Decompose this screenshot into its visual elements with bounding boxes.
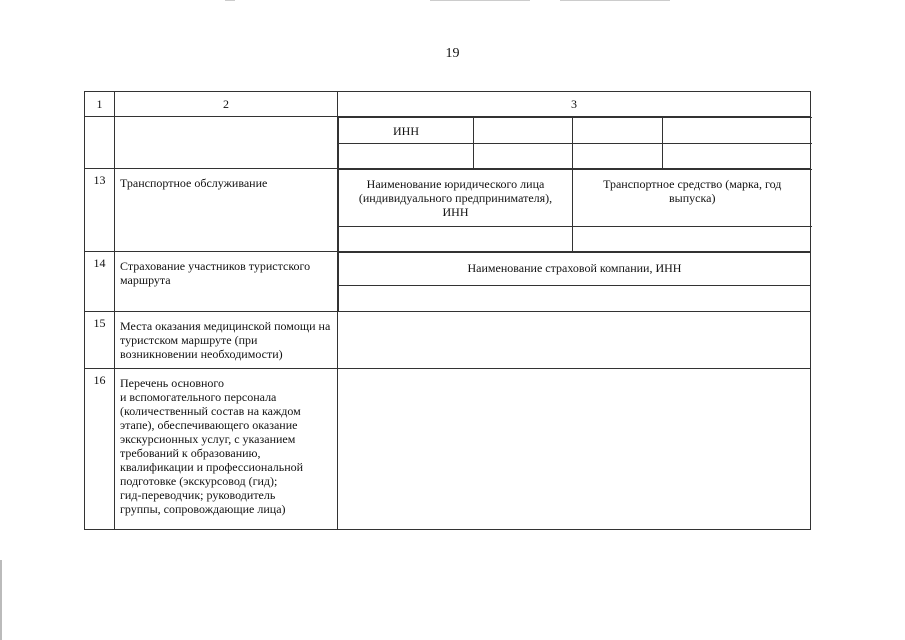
row-14-num: 14 (85, 252, 115, 312)
row-16-line: квалификации и профессиональной (120, 459, 304, 474)
row-16-line: и вспомогательного персонала (120, 389, 277, 404)
row-14-title: Страхование участников туристского маршрута (115, 252, 338, 312)
row-13-content (338, 168, 811, 252)
scan-artifact-top (560, 0, 670, 1)
table-row-inn (85, 117, 811, 169)
scan-artifact-top (225, 0, 235, 1)
row-14-content (338, 252, 811, 312)
row-13-sub-left: Наименование юридического лица (индивидуального предпринимателя), ИНН (339, 169, 573, 226)
row-16-line: гид-переводчик; руководитель (120, 487, 276, 502)
row-16-line: Перечень основного (120, 375, 225, 390)
row-16-num: 16 (85, 368, 115, 529)
table-row-16 (85, 368, 811, 529)
row-16-title (115, 368, 338, 529)
inn-cell (474, 118, 573, 144)
row-14-subtable (338, 252, 810, 311)
row-inn-num (85, 117, 115, 169)
row-13-sub-value (573, 226, 812, 251)
table-row-13 (85, 168, 811, 252)
table-row-14 (85, 252, 811, 312)
inn-value-cell (573, 144, 663, 168)
row-16-line: требований к образованию, (120, 445, 261, 460)
scan-artifact-top (430, 0, 530, 1)
header-col-1: 1 (85, 92, 115, 117)
row-14-sub-value (339, 286, 811, 311)
inn-cell (663, 118, 812, 144)
row-13-sub-right: Транспортное средство (марка, год выпуска) (573, 169, 812, 226)
document-table (84, 91, 811, 530)
inn-subtable (338, 117, 812, 168)
row-16-content (338, 368, 811, 529)
table-header-row (85, 92, 811, 117)
row-16-line: (количественный состав на каждом (120, 403, 301, 418)
row-inn-content (338, 117, 811, 169)
page-number: 19 (445, 46, 460, 61)
inn-value-cell (474, 144, 573, 168)
row-16-line: экскурсионных услуг, с указанием (120, 431, 296, 446)
table-row-15 (85, 311, 811, 368)
row-16-line: группы, сопровождающие лица) (120, 501, 286, 516)
row-13-title: Транспортное обслуживание (115, 168, 338, 252)
row-14-sub: Наименование страховой компании, ИНН (339, 253, 811, 286)
row-13-sub-value (339, 226, 573, 251)
inn-value-cell (339, 144, 474, 168)
inn-cell (573, 118, 663, 144)
row-13-num: 13 (85, 168, 115, 252)
row-15-num: 15 (85, 311, 115, 368)
scan-artifact-edge (0, 560, 2, 640)
row-16-line: этапе), обеспечивающего оказание (120, 417, 298, 432)
row-16-line: подготовке (экскурсовод (гид); (120, 473, 278, 488)
header-col-3: 3 (338, 92, 811, 117)
row-13-subtable (338, 169, 812, 252)
header-col-2: 2 (115, 92, 338, 117)
inn-value-cell (663, 144, 812, 168)
inn-label: ИНН (339, 118, 474, 144)
row-15-content (338, 311, 811, 368)
row-15-title: Места оказания медицинской помощи на туристском маршруте (при возникновении необходимости) (115, 311, 338, 368)
row-inn-title (115, 117, 338, 169)
